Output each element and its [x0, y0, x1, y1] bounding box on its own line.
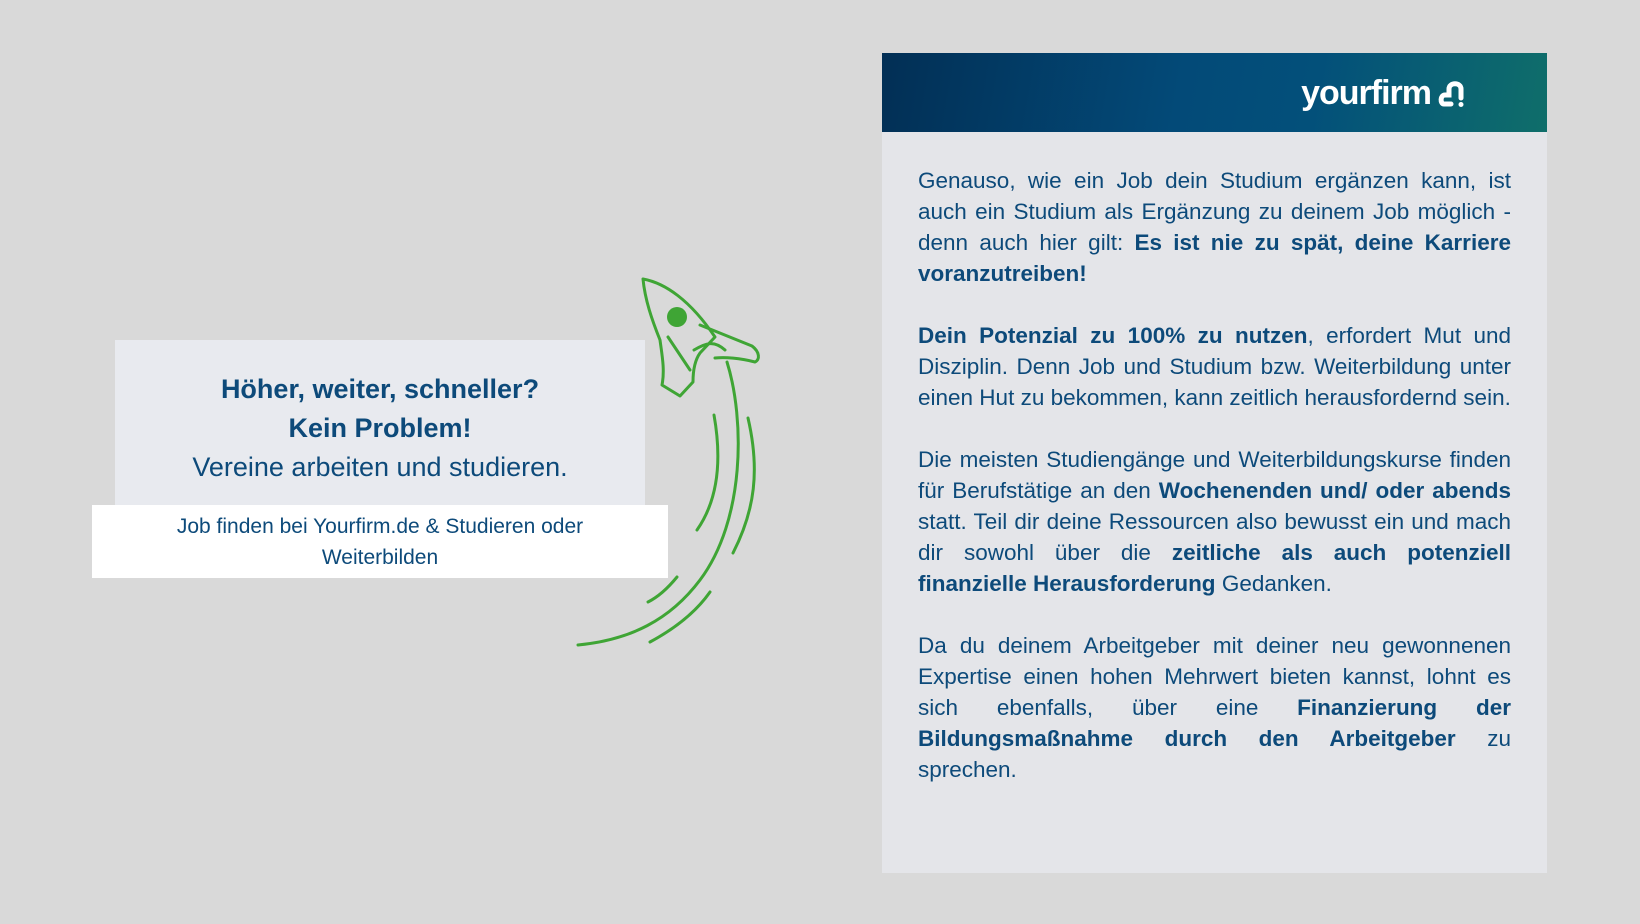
- brand-logo[interactable]: [1301, 73, 1467, 113]
- paragraph-1-text: Genauso, wie ein Job dein Studium ergänzen kann, ist auch ein Studium als Ergänzung zu deinem Job möglich - denn auch hier gilt:: [918, 168, 1511, 255]
- card-header: [882, 53, 1547, 132]
- paragraph-4: [918, 630, 1511, 785]
- paragraph-3-emphasis-b: zeitliche als auch potenziell finanzielle Herausforderung: [918, 540, 1511, 596]
- paragraph-3-emphasis-a: Wochenenden und/ oder abends: [1158, 478, 1511, 503]
- headline-line-2: Kein Problem!: [288, 413, 472, 443]
- paragraph-1-emphasis: Es ist nie zu spät, deine Karriere voranzutreiben!: [918, 230, 1511, 286]
- rocket-icon: [560, 260, 770, 660]
- headline-line-1: Höher, weiter, schneller?: [220, 374, 540, 404]
- card-body-text: [918, 165, 1511, 816]
- yourfirm-logo-icon: [1437, 78, 1467, 108]
- paragraph-2: [918, 320, 1511, 413]
- logo-text: yourfirm: [1301, 74, 1431, 112]
- paragraph-4-text-a: Da du deinem Arbeitgeber mit deiner neu gewonnenen Expertise einen hohen Mehrwert bieten kannst, lohnt es sich ebenfalls, über eine: [918, 633, 1511, 720]
- paragraph-2-text: , erfordert Mut und Disziplin. Denn Job und Studium bzw. Weiterbildung unter einen Hut zu bekommen, kann zeitlich herausfordernd sein.: [918, 323, 1511, 410]
- paragraph-4-emphasis: Finanzierung der Bildungsmaßnahme durch den Arbeitgeber: [918, 695, 1512, 751]
- paragraph-3-text-c: Gedanken.: [1215, 571, 1332, 596]
- cta-text: Job finden bei Yourfirm.de & Studieren oder Weiterbilden: [176, 514, 584, 569]
- paragraph-3-text-b: statt. Teil dir deine Ressourcen also bewusst ein und mach dir sowohl über die: [918, 509, 1511, 565]
- paragraph-3: [918, 444, 1511, 599]
- info-card: [882, 53, 1547, 873]
- paragraph-3-text-a: Die meisten Studiengänge und Weiterbildungskurse finden für Berufstätige an den: [918, 447, 1511, 503]
- headline-subtitle: Vereine arbeiten und studieren.: [192, 452, 568, 482]
- paragraph-4-text-b: zu sprechen.: [918, 726, 1511, 782]
- paragraph-1: [918, 165, 1511, 289]
- paragraph-2-emphasis: Dein Potenzial zu 100% zu nutzen: [918, 323, 1308, 348]
